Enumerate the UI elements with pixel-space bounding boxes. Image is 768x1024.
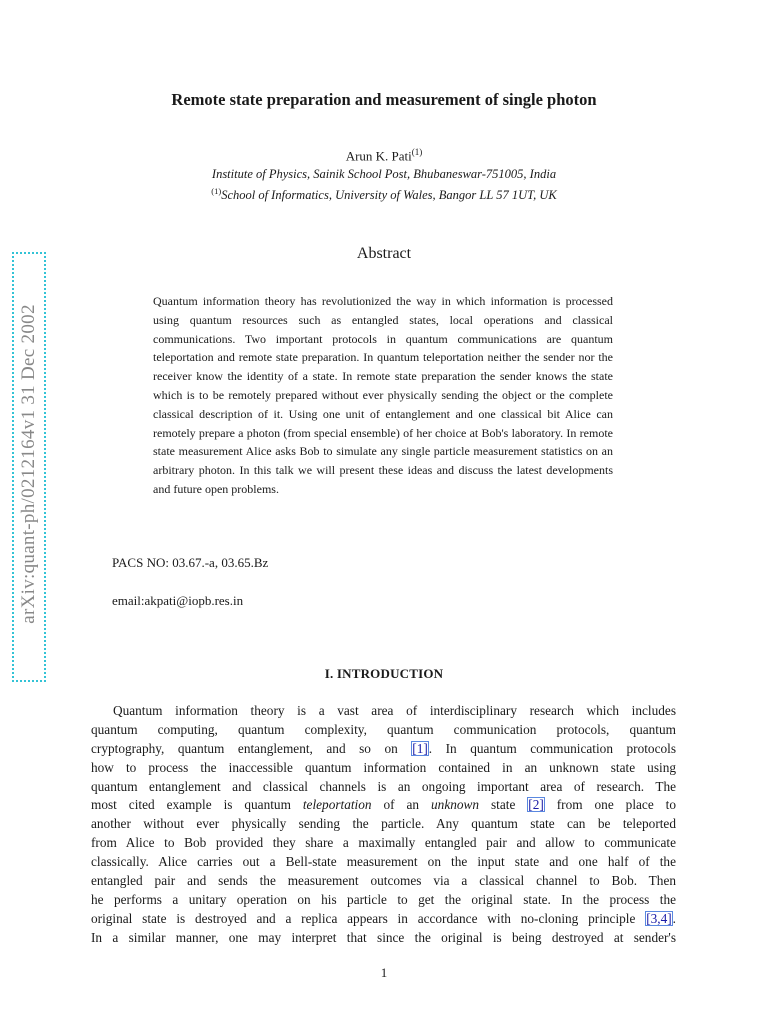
page-number: 1 (380, 965, 388, 980)
paragraph-line: he performs a unitary operation on his particle to get the original state. In the process the (91, 891, 676, 907)
author-name: Arun K. Pati (345, 148, 412, 164)
emphasized-term: teleportation (302, 797, 372, 813)
paragraph-line: most cited example is quantum teleportation of an unknown state [2] from one place to (91, 797, 676, 813)
introduction-body (91, 702, 676, 948)
paragraph-line: original state is destroyed and a replica appears in accordance with no-cloning principle [3,4]. (91, 910, 676, 926)
paragraph-line: quantum computing, quantum complexity, quantum communication protocols, quantum (91, 721, 676, 737)
paragraph-line: another without ever physically sending the particle. Any quantum state can be teleported (91, 816, 676, 832)
affiliation-1-text: Institute of Physics, Sainik School Post, Bhubaneswar-751005, India (211, 167, 557, 181)
section-heading-introduction: I. INTRODUCTION (324, 666, 444, 681)
author-email: email:akpati@iopb.res.in (112, 593, 244, 608)
paragraph-line: how to process the inaccessible quantum information contained in an unknown state using (91, 759, 676, 775)
citation-link[interactable]: [3,4] (646, 910, 672, 926)
pacs-numbers: PACS NO: 03.67.-a, 03.65.Bz (112, 555, 269, 570)
abstract-text: Quantum information theory has revolutionized the way in which information is processed using quantum resources such as entangled states, local operations and classical communications. Two important protocols in quantum communications are quantum teleportation and remote state preparation. In quantum teleportation neither the sender nor the receiver know the identity of a state. In remote state preparation the sender knows the state which is to be remotely prepared without ever physically sending the object or the complete classical description of it. Using one unit of entanglement and one classical bit Alice can remotely prepare a photon (from special ensemble) of her choice at Bob's laboratory. In remote state measurement Alice asks Bob to simulate any single particle measurement statistics on an arbitrary photon. In this talk we will present these ideas and discuss the latest developments and future open problems. (153, 294, 613, 496)
paragraph-line: Quantum information theory is a vast area of interdisciplinary research which includes (113, 703, 676, 718)
paragraph-line: In a similar manner, one may interpret that since the original is being destroyed at sender's (91, 929, 676, 945)
affiliation-1 (0, 167, 768, 182)
citation-link[interactable]: [1] (412, 740, 428, 756)
paragraph-line: quantum entanglement and classical channels is an ongoing important area of research. The (91, 778, 676, 794)
author-line (0, 147, 768, 164)
paragraph-line: cryptography, quantum entanglement, and so on [1]. In quantum communication protocols (91, 740, 676, 756)
citation-link[interactable]: [2] (528, 797, 544, 813)
abstract-heading: Abstract (356, 245, 412, 262)
affiliation-2 (0, 186, 768, 203)
paragraph-line: from Alice to Bob provided they share a maximally entangled pair and allow to communicate (91, 835, 676, 851)
arxiv-identifier[interactable]: arXiv:quant-ph/0212164v1 31 Dec 2002 (18, 304, 39, 624)
emphasized-term: unknown (431, 797, 480, 813)
paragraph-line: entangled pair and sends the measurement outcomes via a classical channel to Bob. Then (91, 873, 676, 889)
affiliation-2-mark: (1) (211, 186, 222, 196)
affiliation-2-text: School of Informatics, University of Wales, Bangor LL 57 1UT, UK (221, 188, 557, 203)
arxiv-stamp (0, 240, 58, 690)
author-affiliation-mark: (1) (411, 147, 423, 157)
paragraph-line: classically. Alice carries out a Bell-state measurement on the input state and one half of the (91, 854, 676, 870)
paper-title: Remote state preparation and measurement of single photon (171, 90, 597, 109)
